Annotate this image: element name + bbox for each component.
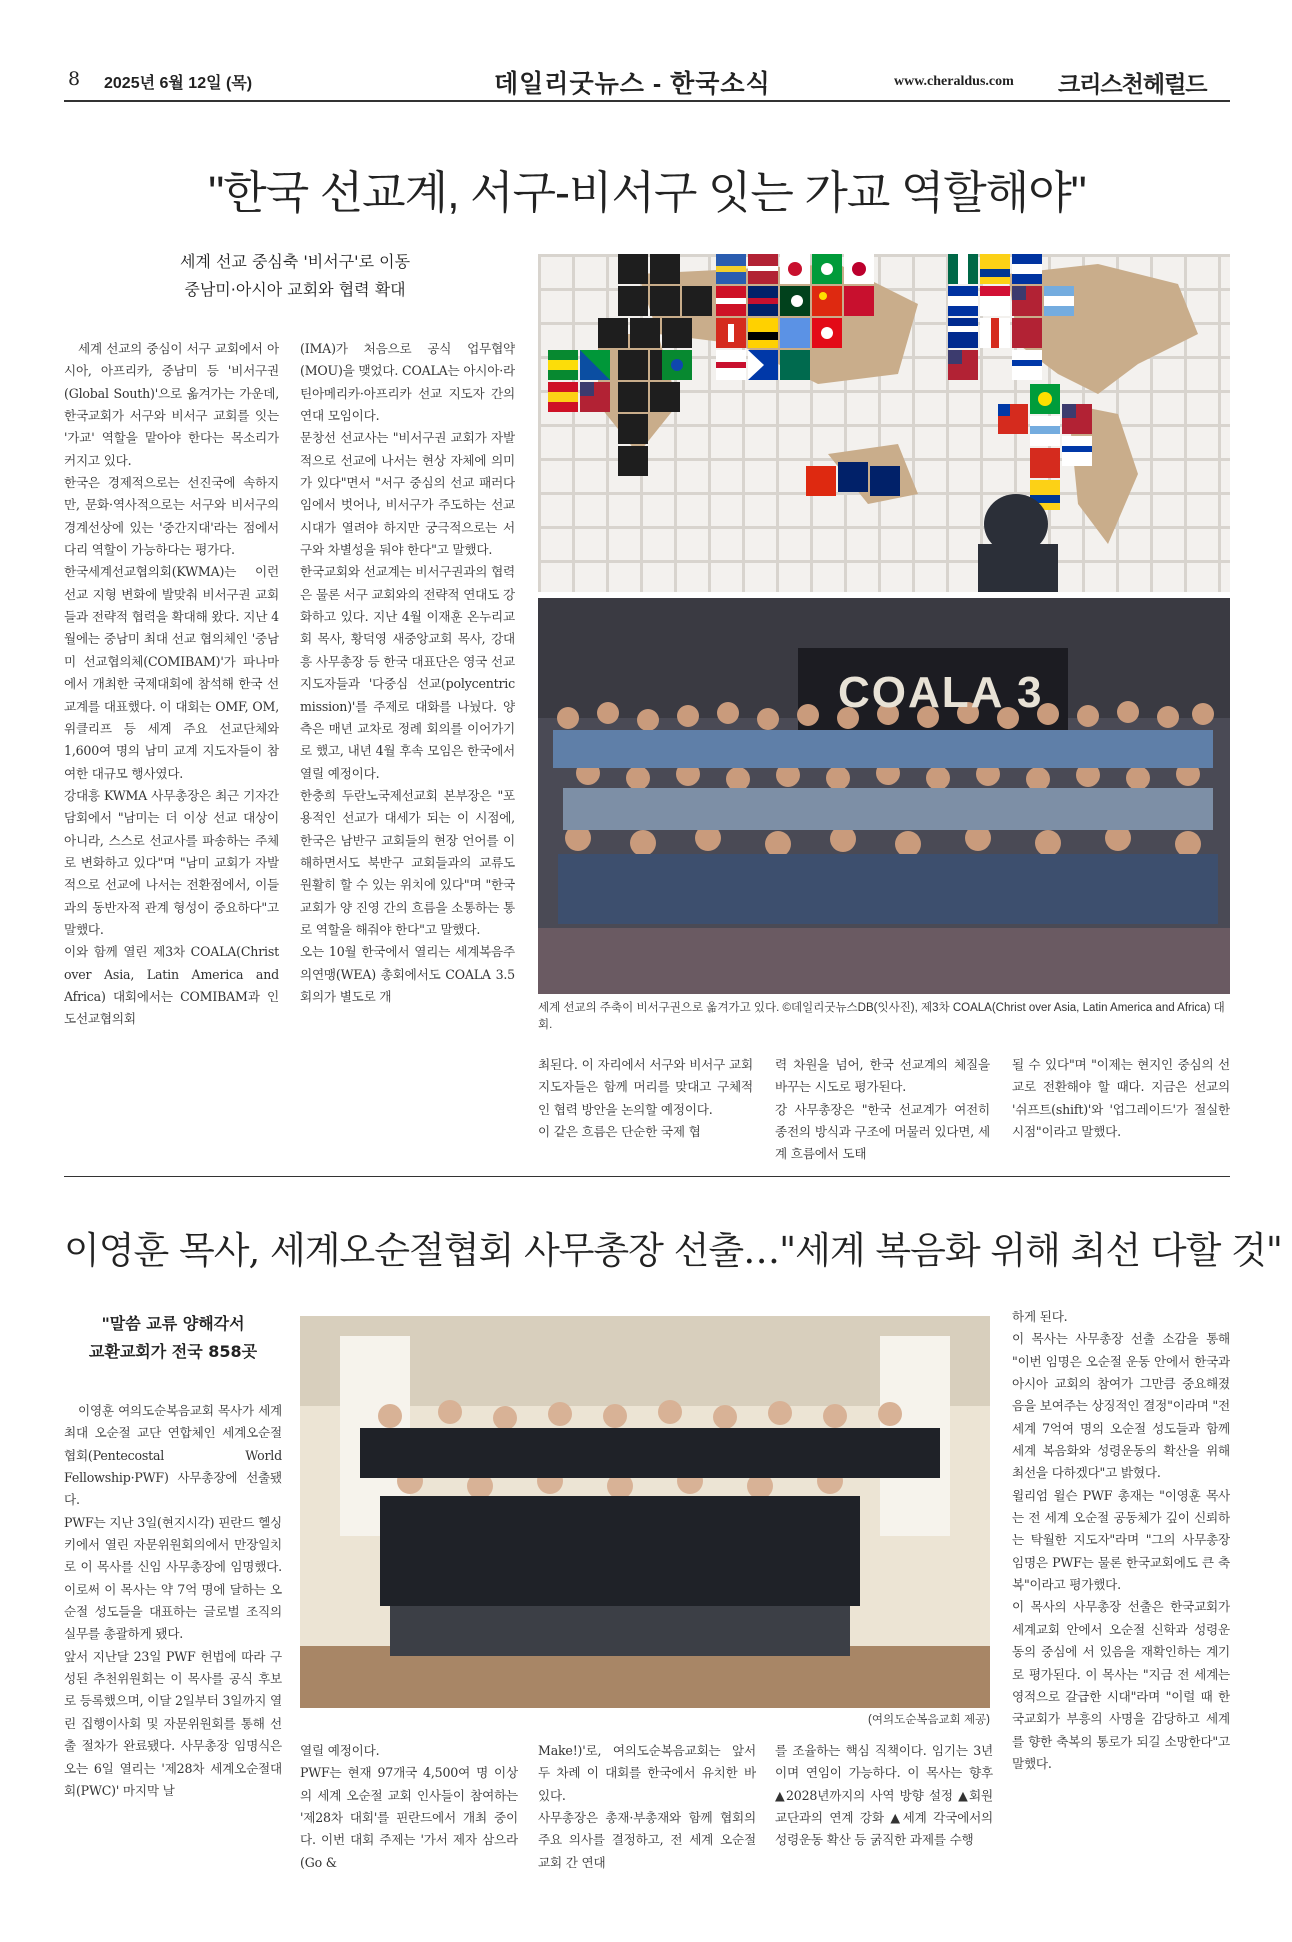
issue-date: 2025년 6월 12일 (목) <box>104 75 253 92</box>
coala-banner <box>798 648 1068 758</box>
website[interactable]: www.cheraldus.com <box>894 74 1014 89</box>
article-divider <box>64 1176 1230 1177</box>
pwf-photo-illustration <box>300 1316 990 1708</box>
article2-column-3: Make!)'로, 여의도순복음교회는 앞서 두 차례 이 대회를 한국에서 유치한 바 있다. 사무총장은 총재·부총재와 함께 협회의 주요 의사를 결정하고, 전 세계 오순절 교회 간 연대 <box>538 1743 756 1870</box>
article1-column-2: (IMA)가 처음으로 공식 업무협약(MOU)을 맺었다. COALA는 아시아·라틴아메리카·아프리카 선교 지도자 간의 연대 모임이다. 문창선 선교사는 "비서구권 교회가 자발적으로 선교에 나서는 현상 자체에 의미가 있다"면서 "서구 중심의 선교 패러다임에서 벗어나, 비서구가 주도하는 선교 시대가 열려야 하지만 궁극적으로는 서구와 차별성을 둬야 한다"고 말했다. 한국교회와 선교계는 비서구권과의 협력은 물론 서구 교회와의 전략적 연대도 강화하고 있다. 지난 4월 이재훈 온누리교회 목사, 황덕영 새중앙교회 목사, 강대흥 사무총장 등 한국 대표단은 영국 선교 지도자들과 '다중심 선교(polycentric mission)'를 주제로 대화를 나눴다. 양측은 매년 교차로 정례 회의를 이어가기로 했고, 내년 4월 후속 모임은 한국에서 열릴 예정이다. 한충희 두란노국제선교회 본부장은 "포용적인 선교가 대세가 되는 이 시점에, 한국은 남반구 교회들의 현장 언어를 이해하면서도 북반구 교회들과의 교류도 원활히 할 수 있는 위치에 있다"며 "한국교회가 양 진영 간의 흐름을 소통하는 통로 역할을 해줘야 한다"고 말했다. 오는 10월 한국에서 열리는 세계복음주의연맹(WEA) 총회에서도 COALA 3.5 회의가 별도로 개 <box>300 341 515 1004</box>
article1-headline: "한국 선교계, 서구-비서구 잇는 가교 역할해야" <box>208 167 1086 218</box>
article2-headline: 이영훈 목사, 세계오순절협회 사무총장 선출…"세계 복음화 위해 최선 다할 것" <box>64 1229 1282 1272</box>
article2-subhead <box>64 1310 282 1366</box>
brand-logo: 크리스천헤럴드 <box>1058 71 1207 97</box>
article1-column-5: 될 수 있다"며 "이제는 현지인 중심의 선교로 전환해야 할 때다. 지금은 선교의 '쉬프트(shift)'와 '업그레이드'가 절실한 시점"이라고 말했다. <box>1012 1057 1230 1140</box>
header-rule <box>64 100 1230 102</box>
world-map-flags-photo <box>538 254 1230 592</box>
article2-column-5: 하게 된다. 이 목사는 사무총장 선출 소감을 통해 "이번 임명은 오순절 운동 안에서 한국과 아시아 교회의 참여가 그만큼 중요해졌음을 보여주는 상징적인 결정"이라며 "전 세계 7억여 명의 오순절 성도들과 함께 세계 복음화와 성령운동의 확산을 위해 최선을 다하겠다"고 밝혔다. 윌리엄 윌슨 PWF 총재는 "이영훈 목사는 전 세계 오순절 공동체가 깊이 신뢰하는 탁월한 지도자"라며 "그의 사무총장 임명은 PWF는 물론 한국교회에도 큰 축복"이라고 평가했다. 이 목사의 사무총장 선출은 한국교회가 세계교회 안에서 오순절 신학과 성령운동의 중심에 서 있음을 재확인하는 계기로 평가된다. 이 목사는 "지금 전 세계는 영적으로 갈급한 시대"라며 "이럴 때 한국교회가 부흥의 사명을 감당하고 세계를 향한 축복의 통로가 되길 소망한다"고 말했다. <box>1012 1309 1230 1771</box>
article2-photo-caption: (여의도순복음교회 제공) <box>868 1714 990 1726</box>
article2-subhead-line1: "말씀 교류 양해각서 <box>101 1314 245 1333</box>
page-number: 8 <box>68 68 81 90</box>
pwf-group-photo <box>300 1316 990 1708</box>
article1-photo-caption: 세계 선교의 주축이 비서구권으로 옮겨가고 있다. ©데일리굿뉴스DB(잇사진), 제3차 COALA(Christ over Asia, Latin America and Africa) 대회. <box>538 1002 1225 1031</box>
article1-subhead-line1: 세계 선교 중심축 '비서구'로 이동 <box>179 252 411 271</box>
article1-column-4: 력 차원을 넘어, 한국 선교계의 체질을 바꾸는 시도로 평가된다. 강 사무총장은 "한국 선교계가 여전히 종전의 방식과 구조에 머물러 있다면, 세계 흐름에서 도태 <box>775 1057 990 1162</box>
article2-subhead-line2: 교환교회가 전국 858곳 <box>88 1342 258 1361</box>
article2-column-2: 열릴 예정이다. PWF는 현재 97개국 4,500여 명 이상의 세계 오순절 교회 인사들이 참여하는 '제28차 대회'를 핀란드에서 개최 중이다. 이번 대회 주제는 '가서 제자 삼으라(Go & <box>300 1743 518 1870</box>
article2-column-1: 이영훈 여의도순복음교회 목사가 세계 최대 오순절 교단 연합체인 세계오순절협회(Pentecostal World Fellowship·PWF) 사무총장에 선출됐다. PWF는 지난 3일(현지시각) 핀란드 헬싱키에서 열린 자문위원회의에서 만장일치로 이 목사를 신임 사무총장에 임명했다. 이로써 이 목사는 약 7억 명에 달하는 오순절 성도들을 대표하는 글로벌 조직의 실무를 총괄하게 됐다. 앞서 지난달 23일 PWF 헌법에 따라 구성된 추천위원회는 이 목사를 공식 후보로 등록했으며, 이달 2일부터 3일까지 열린 집행이사회 및 자문위원회를 통해 선출 절차가 완료됐다. 사무총장 임명식은 오는 6일 열리는 '제28차 세계오순절대회(PWC)' 마지막 날 <box>64 1403 282 1798</box>
article2-column-4: 를 조율하는 핵심 직책이다. 임기는 3년이며 연임이 가능하다. 이 목사는 향후 ▲2028년까지의 사역 방향 설정 ▲회원 교단과의 연계 강화 ▲세계 각국에서의 성령운동 확산 등 굵직한 과제를 수행 <box>775 1743 993 1848</box>
article1-subhead-line2: 중남미·아시아 교회와 협력 확대 <box>184 280 406 299</box>
section-title: 데일리굿뉴스 - 한국소식 <box>494 70 771 98</box>
coala3-group-photo <box>538 598 1230 994</box>
coala-banner-text: COALA 3 <box>838 668 1044 717</box>
article1-column-3: 최된다. 이 자리에서 서구와 비서구 교회 지도자들은 함께 머리를 맞대고 구체적인 협력 방안을 논의할 예정이다. 이 같은 흐름은 단순한 국제 협 <box>538 1057 753 1140</box>
article1-column-1: 세계 선교의 중심이 서구 교회에서 아시아, 아프리카, 중남미 등 '비서구권(Global South)'으로 옮겨가는 가운데, 한국교회가 서구와 비서구 교회를 잇는 '가교' 역할을 맡아야 한다는 목소리가 커지고 있다. 한국은 경제적으로는 선진국에 속하지만, 문화·역사적으로는 서구와 비서구의 경계선상에 있는 '중간지대'라는 점에서 다리 역할이 가능하다는 평가다. 한국세계선교협의회(KWMA)는 이런 선교 지형 변화에 발맞춰 비서구권 교회들과 전략적 협력을 확대해 왔다. 지난 4월에는 중남미 최대 선교 협의체인 '중남미 선교협의체(COMIBAM)'가 파나마에서 개최한 국제대회에 참석해 한국 선교계를 대표했다. 이 대회는 OMF, OM, 위클리프 등 세계 주요 선교단체와 1,600여 명의 남미 교계 지도자들이 참여한 대규모 행사였다. 강대흥 KWMA 사무총장은 최근 기자간담회에서 "남미는 더 이상 선교 대상이 아니라, 스스로 선교사를 파송하는 주체로 변화하고 있다"며 "남미 교회가 자발적으로 선교에 나서는 전환점에서, 이들과의 동반자적 관계 형성이 중요하다"고 말했다. 이와 함께 열린 제3차 COALA(Christ over Asia, Latin America and Africa) 대회에서는 COMIBAM과 인도선교협의회 <box>64 341 279 1027</box>
article1-subhead <box>130 248 460 304</box>
page-header <box>64 62 1230 96</box>
world-map-illustration <box>538 254 1230 592</box>
